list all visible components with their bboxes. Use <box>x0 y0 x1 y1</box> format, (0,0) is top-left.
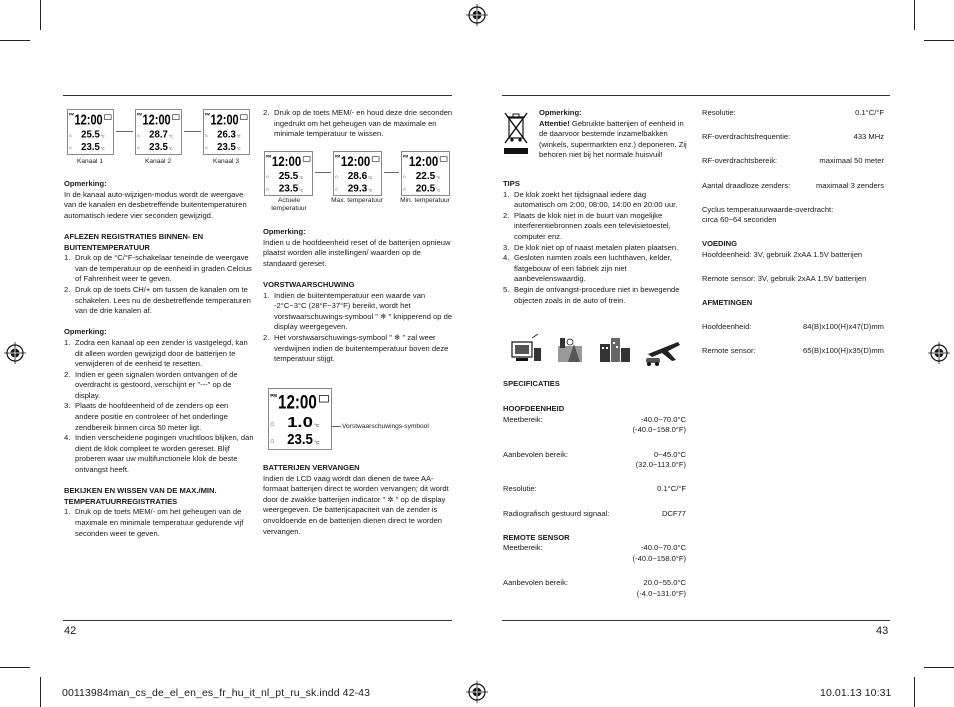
list-item: 1. Druk op de toets MEM/- om het geheugen van de maximale en minimale temperatuur gedurende vijf seconden weer te geven. <box>64 507 244 538</box>
lcd-display-actual <box>264 151 313 196</box>
column-4 <box>702 108 884 357</box>
spec-row: Resolutie: 0.1°C/°F <box>503 484 686 494</box>
list-item: 4. Gesloten ruimten zoals een luchthaven, kelder, flatgebouw of een fabriek zijn niet aanbevelenswaardig. <box>503 253 672 284</box>
lcd-unit: °C <box>168 134 173 139</box>
list-binnen-buiten <box>64 253 254 317</box>
note-title: Opmerking: <box>539 108 582 117</box>
battery-text: Indien de LCD vaag wordt dan dienen de twee AA-formaat batterijen direct te worden vervangen; dit wordt door de zwakke batterijen indicator " ✲ " op de display weergegeven. De batterijcapaciteit van de zender is onvoldoende en de batterijen dienen direct te worden vervangen. <box>263 473 449 536</box>
lcd-unit: °C <box>168 147 173 152</box>
page-number-left: 42 <box>64 625 77 637</box>
lcd-unit: °C <box>236 134 241 139</box>
lcd-temp-1: 22.5 <box>415 170 436 183</box>
house-icon: ⌂ <box>136 146 140 152</box>
list-item: 1. Zodra een kanaal op een zender is vastgelegd, kan dit alleen worden gewijzigd door de batterijen te verwijderen of de eenheid te resetten. <box>64 337 248 369</box>
lcd-screen <box>269 389 331 449</box>
slug-datetime: 10.01.13 10:31 <box>820 687 892 699</box>
lcd-display-min <box>401 151 450 196</box>
column-3 <box>503 179 689 306</box>
home-icon: ⌂ <box>265 175 269 181</box>
caption-kanaal-3: Kanaal 3 <box>212 158 240 165</box>
section-heading: VOEDING <box>702 238 738 248</box>
list-item: 2. Indien er geen signalen worden ontvangen of de overdracht is gestoord, verschijnt er "---" op de display. <box>64 369 238 400</box>
list-item: 1. Indien de buitentemperatuur een waarde van -2°C~3°C (28°F~37°F) bereikt, wordt het vorstwaarschuwings-symbool " ❄ " knipperend op de display weergegeven. <box>263 290 453 332</box>
connector-line <box>384 172 399 173</box>
page-number-right: 43 <box>876 625 889 637</box>
lcd-pm-indicator: PM <box>402 154 409 159</box>
lcd-screen <box>402 152 449 195</box>
lcd-pm-indicator: PM <box>204 112 210 117</box>
cycle-label: Cyclus temperatuurwaarde-overdracht: <box>702 204 834 214</box>
lcd-screen <box>204 110 249 154</box>
registration-mark-icon <box>466 4 488 26</box>
lcd-pm-indicator: PM <box>334 154 341 159</box>
lcd-temp-2: 20.5 <box>415 182 436 195</box>
list-item: 3. De klok niet op of naast metalen platen plaatsen. <box>503 242 679 252</box>
lcd-temp-1: 26.3 <box>217 129 237 141</box>
column-3-note <box>539 108 691 161</box>
lcd-unit: °C <box>436 188 441 193</box>
home-icon: ⌂ <box>402 175 406 181</box>
lcd-temp-2: 23.5 <box>81 142 101 154</box>
list-item: 2. Druk op de toets CH/+ om tussen de kanalen om te schakelen. Lees nu de desbetreffende temperaturen van de drie kanalen af. <box>64 284 251 316</box>
lcd-screen <box>334 152 381 195</box>
registration-mark-icon <box>466 681 488 703</box>
house-icon: ⌂ <box>204 146 208 152</box>
lcd-unit: °C <box>314 439 320 445</box>
house-icon: ⌂ <box>402 187 406 193</box>
slug-filename: 00113984man_cs_de_el_en_es_fr_hu_it_nl_pt_ru_sk.indd 42-43 <box>62 687 371 699</box>
list-opmerking <box>64 338 254 476</box>
section-heading: AFLEZEN REGISTRATIES BINNEN- EN BUITENTEMPERATUUR <box>64 231 204 252</box>
lcd-display-channel-1 <box>67 109 114 155</box>
cycle-value: circa 60~64 seconden <box>702 215 777 225</box>
spec-row: Aanbevolen bereik: 20.0~55.0°C (-4.0~131.0°F) <box>503 578 686 598</box>
section-heading: HOOFDEENHEID <box>503 404 565 414</box>
power-remote: Remote sensor: 3V, gebruik 2xAA 1.5V batterijen <box>702 273 867 283</box>
registration-mark-icon <box>4 342 26 364</box>
house-icon: ⌂ <box>68 146 72 152</box>
section-heading: REMOTE SENSOR <box>503 532 570 542</box>
caption-frost-symbol: Vorstwaarschuwings-symbool <box>342 423 429 430</box>
crop-mark <box>914 677 915 707</box>
column-2 <box>263 227 453 365</box>
crop-mark <box>914 0 915 30</box>
lcd-time: 12:00 <box>271 154 302 170</box>
crop-mark <box>924 667 954 668</box>
home-icon: ⌂ <box>68 133 72 139</box>
header-rule-left <box>63 95 452 96</box>
specifications <box>503 379 686 599</box>
list-wissen <box>263 108 453 140</box>
lcd-unit: °C <box>100 147 105 152</box>
lcd-time: 12:00 <box>408 154 439 170</box>
list-max-min <box>64 507 254 539</box>
connector-line <box>116 131 133 132</box>
lcd-temp-2: 23.5 <box>287 431 313 448</box>
signal-icon <box>105 115 112 120</box>
lcd-temp-2: 29.3 <box>347 182 368 195</box>
lcd-unit: °C <box>100 134 105 139</box>
crop-mark <box>0 667 30 668</box>
signal-icon <box>319 396 328 403</box>
list-item: 2. Druk op de toets MEM/- en houd deze drie seconden ingedrukt om het geheugen van de maximale en minimale temperatuur te wissen. <box>263 108 453 139</box>
crop-mark <box>924 40 954 41</box>
section-heading: BEKIJKEN EN WISSEN VAN DE MAX./MIN. TEMPERATUURREGISTRATIES <box>64 486 217 506</box>
lcd-pm-indicator: PM <box>136 112 142 117</box>
power-main: Hoofdeenheid: 3V, gebruik 2xAA 1.5V batterijen <box>702 249 863 259</box>
lcd-temp-1: 1.0 <box>287 414 313 431</box>
spec-row: RF-overdrachtsfrequentie: 433 MHz <box>702 132 884 142</box>
note-title: Opmerking: <box>64 327 107 337</box>
lcd-pm-indicator: PM <box>265 154 272 159</box>
lcd-temp-1: 25.5 <box>81 129 101 141</box>
lcd-display-frost <box>268 388 332 450</box>
column-1 <box>64 179 254 539</box>
lcd-unit: °C <box>299 176 304 181</box>
home-icon: ⌂ <box>204 133 208 139</box>
lcd-screen <box>136 110 181 154</box>
spec-row: Resolutie: 0.1°C/°F <box>702 108 884 117</box>
lcd-unit: °C <box>368 176 373 181</box>
footer-rule-right <box>502 620 890 621</box>
footer-rule-left <box>63 620 452 621</box>
spec-row: Meetbereik: -40.0~70.0°C (-40.0~158.0°F) <box>503 414 686 435</box>
list-item: 2. Plaats de klok niet in de buurt van mogelijke interferentiebronnen zoals een televisietoestel, computer enz. <box>503 210 671 241</box>
home-icon: ⌂ <box>270 420 275 428</box>
lcd-screen <box>265 152 312 195</box>
spec-row: Hoofdeenheid: 84(B)x100(H)x47(D)mm <box>702 322 884 332</box>
lcd-unit: °C <box>368 188 373 193</box>
lcd-pm-indicator: PM <box>270 392 278 398</box>
lcd-time: 12:00 <box>74 112 103 129</box>
spec-row: Meetbereik: -40.0~70.0°C (-40.0~158.0°F) <box>503 543 686 563</box>
lcd-display-max <box>333 151 382 196</box>
lcd-temp-1: 25.5 <box>278 170 299 183</box>
list-item: 1. De klok zoekt het tijdsignaal iedere dag automatisch om 2:00, 08:00, 14:00 en 20:00 uur. <box>503 189 678 210</box>
note-text: In de kanaal auto-wijzigen-modus wordt de weergave van de kanalen en desbetreffende buitentemperaturen automatisch iedere vier seconden gewijzigd. <box>64 189 247 220</box>
section-heading: TIPS <box>503 179 520 188</box>
crossed-bin-icon <box>503 110 529 156</box>
caption-kanaal-2: Kanaal 2 <box>144 158 172 165</box>
section-heading: SPECIFICATIES <box>503 379 560 388</box>
list-item: 2. Het vorstwaarschuwings-symbool " ❄ " zal weer verdwijnen indien de buitentemperatuur boven deze temperatuur stijgt. <box>263 332 449 364</box>
crop-mark <box>40 0 41 30</box>
lcd-temp-1: 28.7 <box>149 129 169 141</box>
lcd-temp-1: 28.6 <box>347 170 368 183</box>
registration-mark-icon <box>928 342 950 364</box>
signal-icon <box>440 157 447 162</box>
lcd-time: 12:00 <box>210 112 239 129</box>
spec-row: Aantal draadloze zenders: maximaal 3 zenders <box>702 180 884 190</box>
crop-mark <box>40 677 41 707</box>
lcd-unit: °C <box>436 176 441 181</box>
lcd-pm-indicator: PM <box>68 112 74 117</box>
header-rule-right <box>502 95 890 96</box>
lcd-display-channel-2 <box>135 109 182 155</box>
caption-actuele: Actuele temperatuur <box>271 197 307 212</box>
spec-row: Aanbevolen bereik: 0~45.0°C (32.0~113.0°F) <box>503 449 686 470</box>
list-vorst <box>263 291 453 365</box>
lcd-temp-2: 23.5 <box>217 142 237 154</box>
lcd-temp-2: 23.5 <box>278 182 299 195</box>
crop-mark <box>0 40 30 41</box>
signal-icon <box>372 157 379 162</box>
signal-icon <box>173 115 180 120</box>
list-item: 1. Druk op de °C/°F-schakelaar teneinde de weergave van de temperatuur op de eenheid in graden Celcius of Fahrenheit weer te geven. <box>64 253 252 284</box>
list-item: 4. Indien verscheidene pogingen vruchtloos blijken, dan dient de klok compleet te worden gereset. Blijf proberen waar uw multifunctionele klok de beste ontvangst heeft. <box>64 433 254 475</box>
house-icon: ⌂ <box>265 187 269 193</box>
section-heading: BATTERIJEN VERVANGEN <box>263 463 360 472</box>
caption-min: Min. temperatuur <box>400 197 450 204</box>
section-heading: VORSTWAARSCHUWING <box>263 279 355 289</box>
column-2-bottom <box>263 463 453 537</box>
list-item: 3. Plaats de hoofdeenheid of de zenders op een andere positie en controleer of het onderlinge zendbereik binnen circa 50 meter ligt. <box>64 401 229 432</box>
connector-line <box>184 131 201 132</box>
section-heading: AFMETINGEN <box>702 297 753 307</box>
list-item: 5. Begin de ontvangst-procedure niet in bewegende objecten zoals in de auto of trein. <box>503 284 680 305</box>
lcd-temp-2: 23.5 <box>149 142 169 154</box>
lcd-time: 12:00 <box>340 154 371 170</box>
interference-illustrations-icon <box>508 334 688 368</box>
column-2-top <box>263 108 453 140</box>
signal-icon <box>241 115 248 120</box>
caption-max: Max. temperatuur <box>331 197 383 204</box>
lcd-time: 12:00 <box>142 112 171 129</box>
house-icon: ⌂ <box>334 187 338 193</box>
spec-row: Radiografisch gestuurd signaal: DCF77 <box>503 508 686 518</box>
lcd-unit: °C <box>299 188 304 193</box>
note-title: Opmerking: <box>263 227 306 236</box>
list-tips <box>503 190 689 307</box>
signal-icon <box>303 157 310 162</box>
connector-line <box>332 426 341 427</box>
note-title: Opmerking: <box>64 179 107 188</box>
lcd-display-channel-3 <box>203 109 250 155</box>
note-text: Indien u de hoofdeenheid reset of de batterijen opnieuw plaatst worden alle instellingen/ waarden op de standaard gereset. <box>263 237 451 268</box>
lcd-unit: °C <box>236 147 241 152</box>
spec-row: Remote sensor: 65(B)x100(H)x35(D)mm <box>702 346 884 356</box>
caption-kanaal-1: Kanaal 1 <box>76 158 104 165</box>
connector-line <box>315 172 331 173</box>
spec-row: RF-overdrachtsbereik: maximaal 50 meter <box>702 156 884 166</box>
home-icon: ⌂ <box>334 175 338 181</box>
lcd-screen <box>68 110 113 154</box>
lcd-unit: °C <box>314 422 320 428</box>
house-icon: ⌂ <box>270 437 275 445</box>
home-icon: ⌂ <box>136 133 140 139</box>
note-text: Attentie! Gebruikte batterijen of eenheid in de daarvoor bestemde inzamelbakken (winkels, supermarkten enz.) deponeren. Zij behoren niet bij het normale huisvuil! <box>539 118 687 160</box>
lcd-time: 12:00 <box>278 391 317 414</box>
